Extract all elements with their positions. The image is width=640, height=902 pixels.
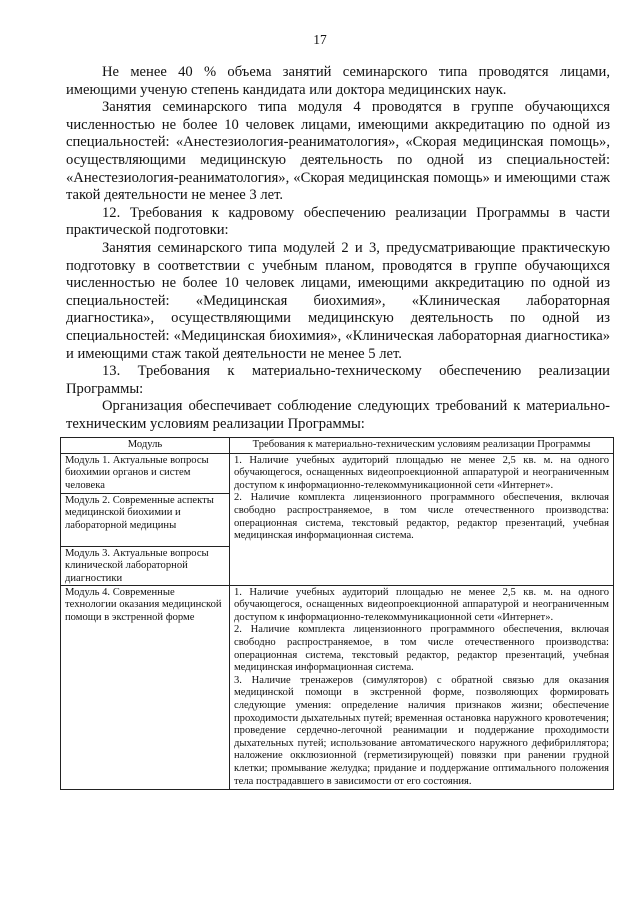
header-module: Модуль — [61, 438, 230, 454]
module-3: Модуль 3. Актуальные вопросы клинической лабораторной диагностики — [61, 546, 229, 585]
requirement-item: 2. Наличие комплекта лицензионного программного обеспечения, включая свободно распространяемое, в том числе отечественного производства: операционная система, текстовый редактор, редактор презентаций, учебная медицинская информационная система. — [234, 624, 609, 674]
table-row — [61, 585, 614, 790]
requirements-cell — [230, 453, 614, 585]
module-2: Модуль 2. Современные аспекты медицинской биохимии и лабораторной медицины — [61, 493, 229, 546]
requirement-item: 2. Наличие комплекта лицензионного программного обеспечения, включая свободно распространяемое, в том числе отечественного производства: операционная система, текстовый редактор, редактор презентаций, учебная медицинская информационная система. — [234, 492, 609, 542]
paragraph: Не менее 40 % объема занятий семинарского типа проводятся лицами, имеющими ученую степень кандидата или доктора медицинских наук. — [66, 64, 610, 98]
requirements-cell — [230, 585, 614, 790]
paragraph: Занятия семинарского типа модулей 2 и 3, предусматривающие практическую подготовку в соответствии с учебным планом, проводятся в группе обучающихся численностью не более 10 человек лицами, имеющими аккредитацию по одной из специальностей: «Медицинская биохимия», «Клиническая лабораторная диагностика», осуществляющими медицинскую деятельность по одной из специальностей: «Медицинская биохимия», «Клиническая лабораторная диагностика» и имеющими стаж такой деятельности не менее 5 лет. — [66, 239, 610, 362]
table-row — [61, 453, 614, 585]
module-4: Модуль 4. Современные технологии оказания медицинской помощи в экстренной форме — [65, 586, 222, 623]
header-requirements: Требования к материально-техническим условиям реализации Программы — [230, 438, 614, 454]
page-number: 17 — [313, 32, 327, 47]
module-1: Модуль 1. Актуальные вопросы биохимии органов и систем человека — [65, 454, 209, 491]
table-header-row — [61, 438, 614, 454]
paragraph: Организация обеспечивает соблюдение следующих требований к материально-техническим условиям реализации Программы: — [66, 398, 610, 432]
document-body — [66, 64, 610, 433]
modules-cell — [61, 585, 230, 790]
paragraph: Занятия семинарского типа модуля 4 проводятся в группе обучающихся численностью не более 10 человек лицами, имеющими аккредитацию по одной из специальностей: «Анестезиология-реаниматология», «Скорая медицинская помощь», осуществляющими медицинскую деятельность по одной из специальностей: «Анестезиология-реаниматология», «Скорая медицинская помощь» и имеющими стаж такой деятельности не менее 3 лет. — [66, 99, 610, 204]
section-heading-13: 13. Требования к материально-техническому обеспечению реализации Программы: — [66, 363, 610, 397]
requirement-item: 1. Наличие учебных аудиторий площадью не менее 2,5 кв. м. на одного обучающегося, оснащенных видеопроекционной аппаратурой и неограниченным доступом к информационно-телекоммуникационной сети «Интернет». — [234, 586, 609, 623]
requirements-table — [60, 437, 614, 790]
requirement-item: 3. Наличие тренажеров (симуляторов) с обратной связью для оказания медицинской помощи в экстренной форме, позволяющих формировать следующие умения: определение наличия признаков жизни; обеспечение проходимости дыхательных путей; временная остановка наружного кровотечения; проведение сердечно-легочной реанимации и поддержание проходимости дыхательных путей; использование автоматического наружного дефибриллятора; наложение окклюзионной (герметизирующей) повязки при ранении грудной клетки; промывание желудка; придание и поддержание оптимального положения тела пострадавшего в зависимости от его состояния. — [234, 674, 609, 787]
modules-cell — [61, 453, 230, 585]
requirement-item: 1. Наличие учебных аудиторий площадью не менее 2,5 кв. м. на одного обучающегося, оснащенных видеопроекционной аппаратурой и неограниченным доступом к информационно-телекоммуникационной сети «Интернет». — [234, 454, 609, 491]
section-heading-12: 12. Требования к кадровому обеспечению реализации Программы в части практической подготовки: — [66, 204, 610, 239]
